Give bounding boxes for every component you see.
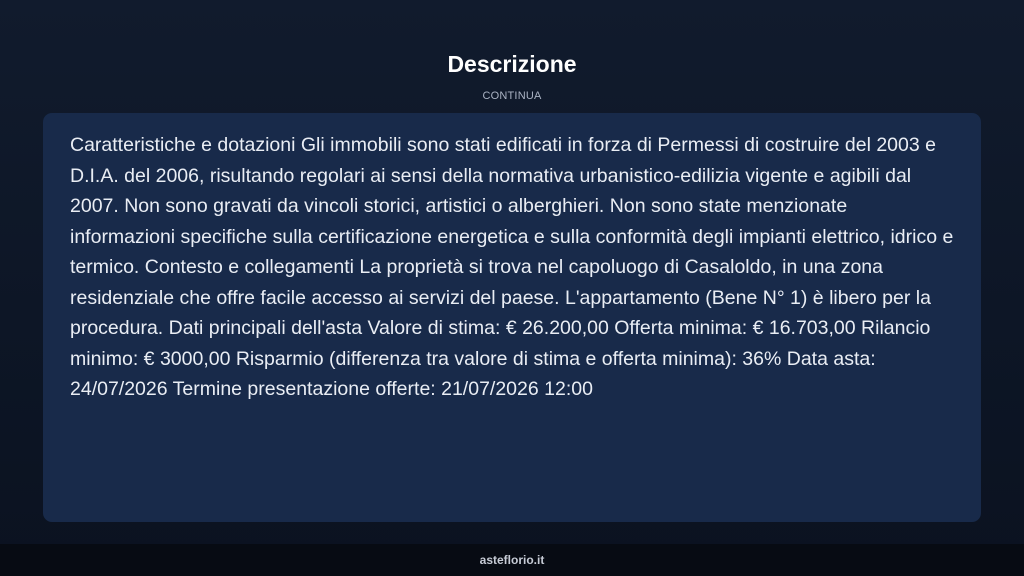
- description-text: Caratteristiche e dotazioni Gli immobili sono stati edificati in forza di Permessi di costruire del 2003 e D.I.A. del 2006, risultando regolari ai sensi della normativa urbanistico-edilizia vigente e agibili dal 2007. Non sono gravati da vincoli storici, artistici o alberghieri. Non sono state menzionate informazioni specifiche sulla certificazione energetica e sulla conformità degli impianti elettrico, idrico e termico. Contesto e collegamenti La proprietà si trova nel capoluogo di Casaloldo, in una zona residenziale che offre facile accesso ai servizi del paese. L'appartamento (Bene N° 1) è libero per la procedura. Dati principali dell'asta Valore di stima: € 26.200,00 Offerta minima: € 16.703,00 Rilancio minimo: € 3000,00 Risparmio (differenza tra valore di stima e offerta minima): 36% Data asta: 24/07/2026 Termine presentazione offerte: 21/07/2026 12:00: [70, 134, 954, 400]
- description-card: [43, 113, 981, 522]
- page-title: Descrizione: [447, 51, 577, 77]
- footer-site-name: asteflorio.it: [479, 553, 545, 567]
- continue-label: CONTINUA: [482, 90, 542, 102]
- footer-bar: [0, 544, 1024, 576]
